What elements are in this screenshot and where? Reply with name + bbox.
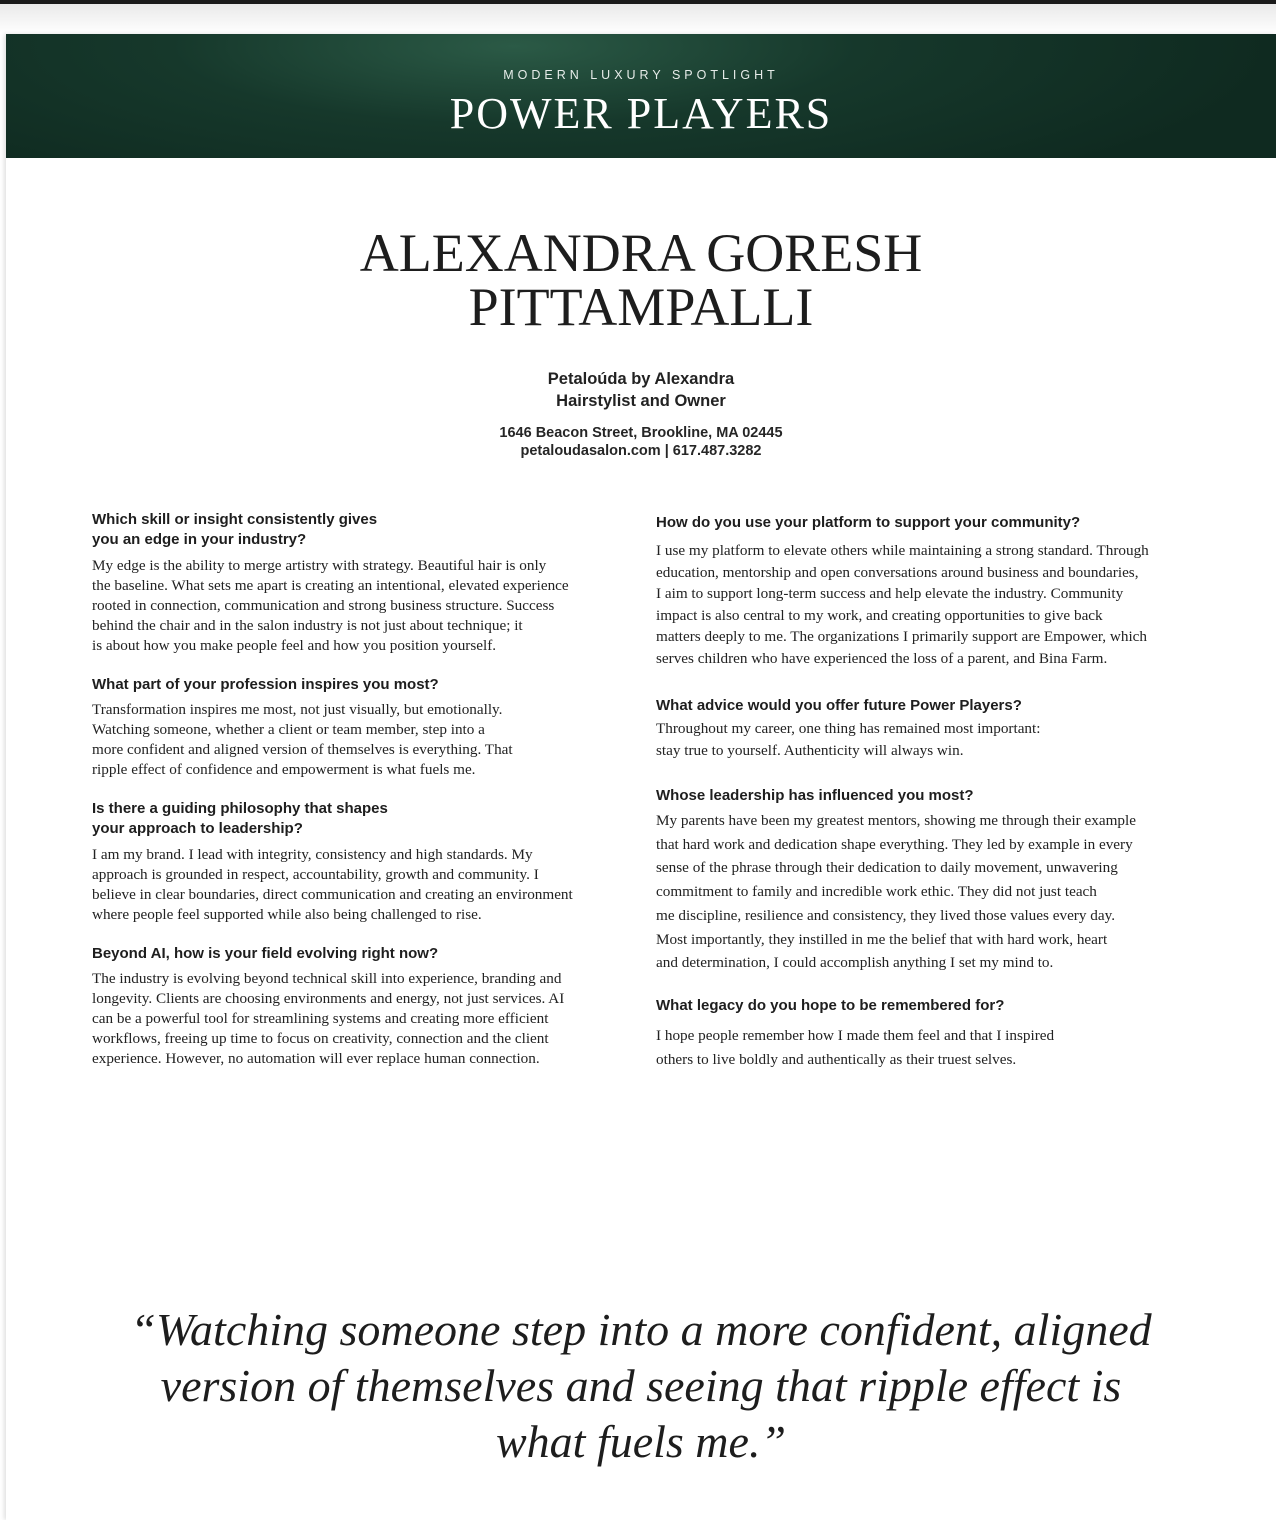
answer-text: Transformation inspires me most, not just visually, but emotionally. Watching someone, whether a client or team member, step into a more confident and aligned version of themselves is everything. That ripple effect of confidence and empowerment is what fuels me. (92, 701, 513, 778)
banner-kicker: MODERN LUXURY SPOTLIGHT (503, 68, 779, 82)
profile-name (6, 223, 1276, 337)
question-heading: What advice would you offer future Power Players? (656, 697, 1022, 714)
question-heading: What part of your profession inspires you most? (92, 676, 439, 693)
business-contact: petaloudasalon.com | 617.487.3282 (520, 443, 762, 459)
business-block (6, 368, 1276, 412)
answer-text: I use my platform to elevate others while maintaining a strong standard. Through education, mentorship and open conversations around business and boundaries, I aim to support long-term success and help elevate the industry. Community impact is also central to my work, and creating opportunities to give back matters deeply to me. The organizations I primarily support are Empower, which serves children who have experienced the loss of a parent, and Bina Farm. (656, 542, 1149, 667)
pull-quote-line: what fuels me.” (495, 1416, 787, 1467)
answer-text: I hope people remember how I made them feel and that I inspired others to live boldly and authentically as their truest selves. (656, 1027, 1055, 1068)
question-heading: Is there a guiding philosophy that shapes your approach to leadership? (92, 800, 388, 837)
article-page (6, 34, 1276, 1520)
business-address: 1646 Beacon Street, Brookline, MA 02445 (499, 425, 783, 441)
answer-text: My edge is the ability to merge artistry with strategy. Beautiful hair is only the baseline. What sets me apart is creating an intentional, elevated experience rooted in connection, communication and strong business structure. Success behind the chair and in the salon industry is not just about technique; it is about how you make people feel and how you position yourself. (92, 557, 569, 654)
profile-name-line-2: PITTAMPALLI (468, 277, 814, 337)
question-heading: How do you use your platform to support your community? (656, 514, 1081, 531)
answer-text: Throughout my career, one thing has remained most important: stay true to yourself. Authenticity will always win. (656, 720, 1041, 759)
business-name: Petaloúda by Alexandra (547, 370, 735, 388)
header-banner (6, 34, 1276, 158)
answer-text: The industry is evolving beyond technical skill into experience, branding and longevity. Clients are choosing environments and energy, not just services. AI can be a powerful tool for streamlining systems and creating more efficient workflows, freeing up time to focus on creativity, connection and the client experience. However, no automation will ever replace human connection. (92, 970, 565, 1067)
question-heading: Beyond AI, how is your field evolving right now? (92, 945, 439, 962)
question-heading: Which skill or insight consistently gives you an edge in your industry? (92, 511, 378, 548)
profile-name-line-1: ALEXANDRA GORESH (359, 223, 923, 283)
question-heading: What legacy do you hope to be remembered for? (656, 997, 1005, 1014)
answer-text: I am my brand. I lead with integrity, consistency and high standards. My approach is grounded in respect, accountability, growth and community. I believe in clear boundaries, direct communication and creating an environment where people feel supported while also being challenged to rise. (92, 846, 573, 923)
answer-text: My parents have been my greatest mentors, showing me through their example that hard work and dedication shape everything. They led by example in every sense of the phrase through their dedication to daily movement, unwavering commitment to family and incredible work ethic. They did not just teach me discipline, resilience and consistency, they lived those values every day. Most importantly, they instilled in me the belief that with hard work, heart and determination, I could accomplish anything I set my mind to. (656, 812, 1136, 972)
pull-quote-line: version of themselves and seeing that ripple effect is (160, 1360, 1122, 1411)
pull-quote (6, 1302, 1276, 1470)
question-heading: Whose leadership has influenced you most? (656, 787, 974, 804)
banner-title: POWER PLAYERS (449, 89, 833, 138)
address-block (6, 424, 1276, 460)
pull-quote-line: “Watching someone step into a more confident, aligned (130, 1304, 1152, 1355)
business-role: Hairstylist and Owner (556, 392, 726, 410)
top-edge-shade (0, 4, 1276, 34)
